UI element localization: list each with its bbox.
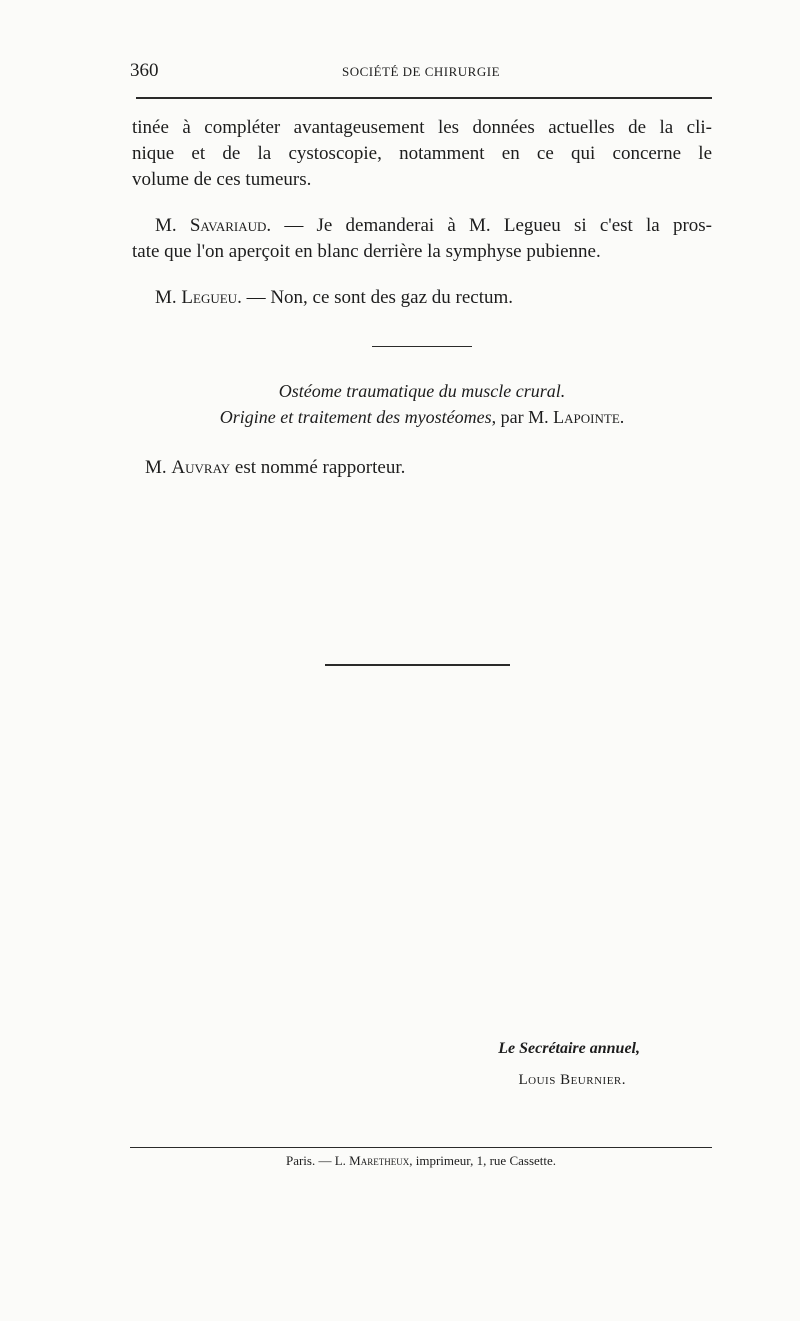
paper-title-line-2: Origine et traitement des myostéomes, par M. Lapointe.: [219, 407, 625, 427]
signature-name: Louis Beurnier.: [518, 1072, 626, 1088]
continuation-line-1: tinée à compléter avantageusement les données actuelles de la cli-: [132, 117, 712, 138]
speaker-name: Savariaud: [189, 215, 267, 236]
paper-title: [132, 378, 712, 430]
savariaud-line-2: tate que l'on aperçoit en blanc derrière la symphyse pubienne.: [132, 241, 601, 262]
signature-title: Le Secrétaire annuel,: [498, 1040, 640, 1057]
speech-text: . — Non, ce sont des gaz du rectum.: [237, 287, 514, 308]
rapporteur-name: Auvray: [171, 457, 231, 478]
auvray-paragraph: M. Auvray est nommé rapporteur.: [145, 457, 406, 478]
end-rule: [325, 664, 510, 666]
section-divider: [372, 346, 472, 347]
author-name: Lapointe: [553, 407, 620, 427]
continuation-line-3: volume de ces tumeurs.: [132, 169, 312, 190]
savariaud-line-1: [155, 213, 712, 239]
continuation-line-2: nique et de la cystoscopie, notamment en ce qui concerne le: [132, 143, 712, 164]
speaker-prefix: M.: [155, 287, 182, 308]
header-rule: [136, 97, 712, 99]
footer-rule: [130, 1147, 712, 1148]
printer-name: Maretheux: [349, 1153, 410, 1168]
speaker-name: Legueu: [181, 287, 238, 308]
imprint-line: Paris. — L. Maretheux, imprimeur, 1, rue Cassette.: [285, 1153, 557, 1168]
speech-text: . — Je demanderai à M. Legueu si c'est la pros-: [266, 215, 712, 236]
legueu-paragraph: [155, 285, 675, 311]
paper-title-line-1: Ostéome traumatique du muscle crural.: [278, 381, 566, 401]
speaker-prefix: M.: [155, 215, 190, 236]
running-head: [130, 60, 712, 84]
page-number: 360: [130, 60, 159, 81]
running-title: SOCIÉTÉ DE CHIRURGIE: [341, 64, 501, 79]
